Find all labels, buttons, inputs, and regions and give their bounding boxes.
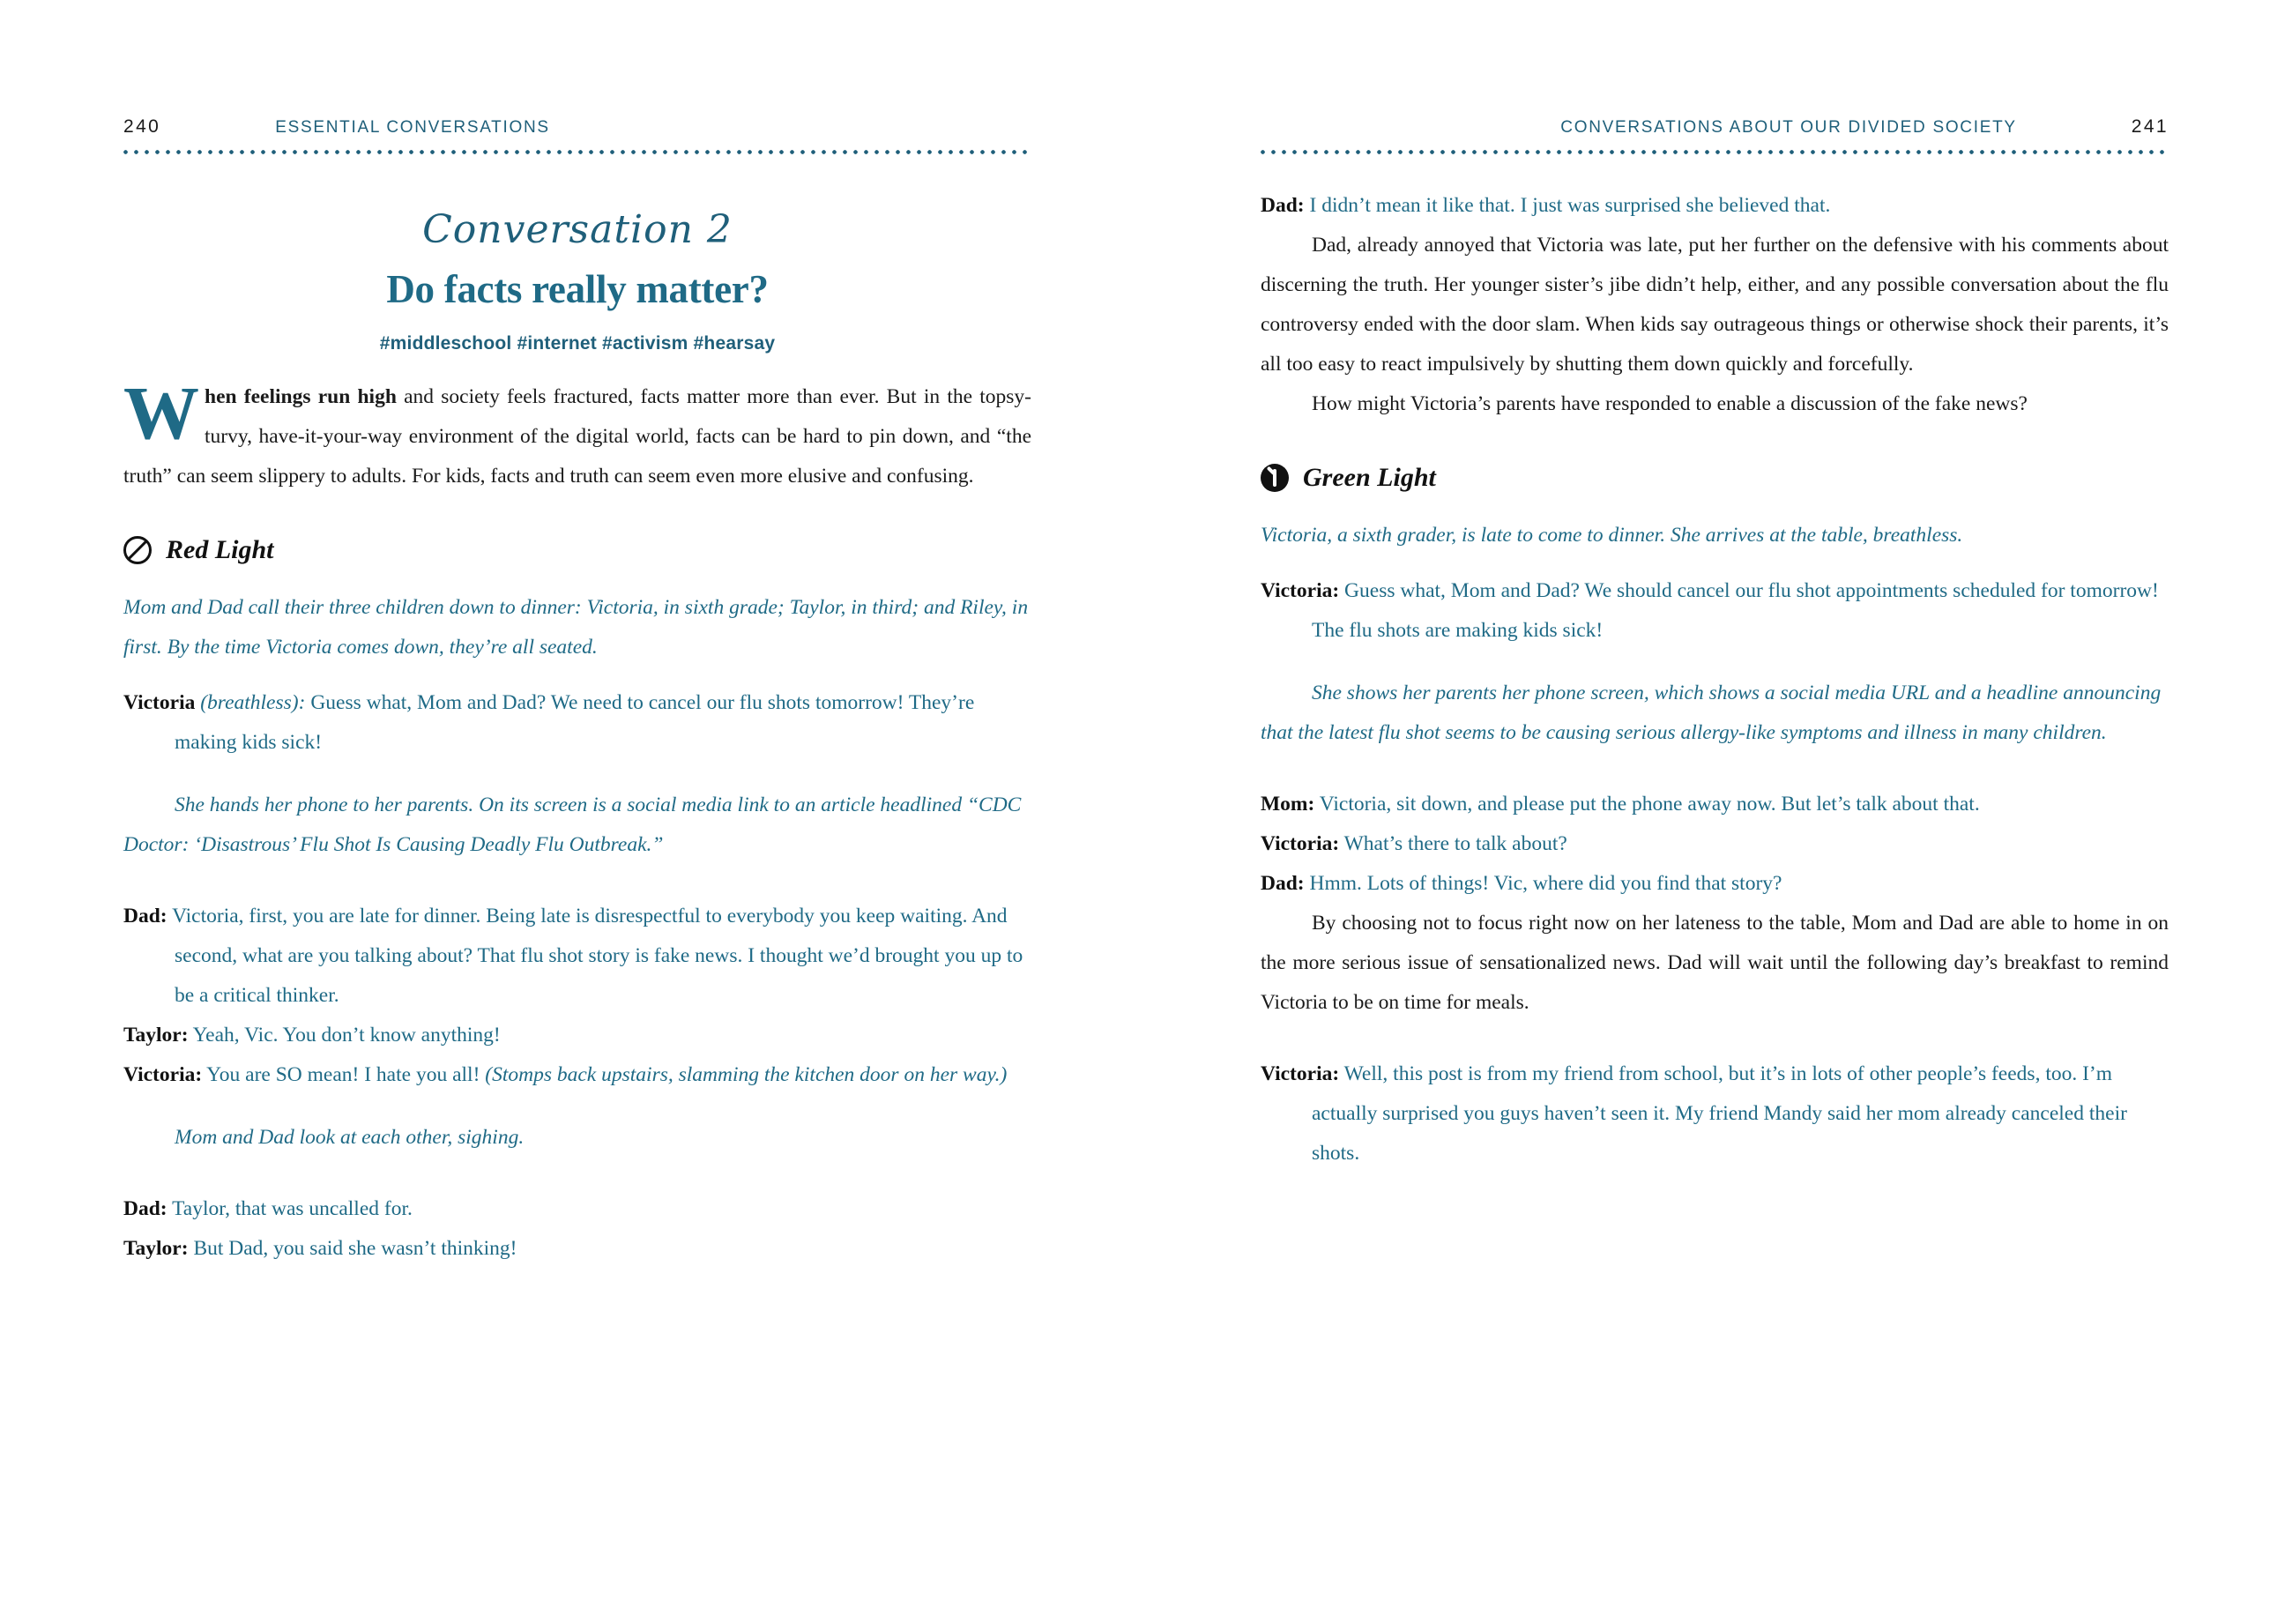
dialogue-line — [123, 1055, 1031, 1095]
speaker-name: Mom: — [1261, 793, 1315, 816]
conversation-title: Do facts really matter? — [386, 267, 769, 311]
commentary-paragraph: By choosing not to focus right now on her lateness to the table, Mom and Dad are able to home in on the more serious issue of sensationalized news. Dad will wait until the following day’s breakfast to remind Victoria to be on time for meals. — [1261, 912, 2169, 1014]
dialogue-line — [123, 683, 1031, 763]
intro-paragraph — [123, 370, 1031, 496]
dialogue-text: What’s there to talk about? — [1339, 832, 1567, 855]
speaker-name: Victoria: — [1261, 1062, 1340, 1085]
speaker-name: Victoria: — [1261, 579, 1340, 602]
dialogue-text: Guess what, Mom and Dad? We need to cancel our flu shots tomorrow! They’re making kids sick! — [175, 691, 975, 754]
dialogue-stage: (breathless): — [195, 691, 306, 714]
speaker-name: Victoria — [123, 691, 196, 714]
red-light-label: Red Light — [166, 535, 274, 564]
dialogue-line — [1261, 186, 2169, 226]
dialogue-line — [1261, 1054, 2169, 1173]
stage-direction: Mom and Dad look at each other, sighing. — [175, 1126, 525, 1149]
dialogue-line — [1261, 571, 2169, 651]
commentary-paragraph: How might Victoria’s parents have responded to enable a discussion of the fake news? — [1312, 392, 2028, 415]
right-running-head — [1261, 0, 2169, 138]
dialogue-line — [123, 1229, 1031, 1269]
green-light-label: Green Light — [1303, 463, 1436, 492]
drop-cap: W — [123, 370, 199, 455]
stage-direction: She shows her parents her phone screen, which shows a social media URL and a headline announcing that the latest flu shot seems to be causing serious allergy-like symptoms and illness in many children. — [1261, 682, 2162, 744]
conversation-number: Conversation 2 — [422, 207, 733, 252]
left-running-head — [123, 0, 1031, 138]
dialogue-text: Well, this post is from my friend from school, but it’s in lots of other people’s feeds, too. I’m actually surprised you guys haven’t seen it. My friend Mandy said her mom already canceled their shots. — [1312, 1062, 2127, 1165]
speaker-name: Victoria: — [1261, 832, 1340, 855]
dialogue-text: Yeah, Vic. You don’t know anything! — [188, 1024, 501, 1047]
dialogue-line — [1261, 864, 2169, 904]
speaker-name: Dad: — [1261, 872, 1305, 895]
dialogue-text: Victoria, sit down, and please put the phone away now. But let’s talk about that. — [1314, 793, 1980, 816]
intro-lead: hen feelings run high — [205, 385, 397, 408]
speaker-name: Dad: — [1261, 194, 1305, 217]
stage-direction: Victoria, a sixth grader, is late to come to dinner. She arrives at the table, breathless. — [1261, 524, 1963, 547]
stage-direction: She hands her phone to her parents. On its screen is a social media link to an article headlined “CDC Doctor: ‘Disastrous’ Flu Shot Is Causing Deadly Flu Outbreak.” — [123, 793, 1022, 856]
speaker-name: Taylor: — [123, 1237, 189, 1260]
prohibited-sign-icon — [123, 536, 152, 564]
dialogue-line — [123, 1189, 1031, 1229]
dialogue-text: Victoria, first, you are late for dinner. Being late is disrespectful to everybody you keep waiting. And second, what are you talking about? That flu shot story is fake news. I thought we’d brought you up to be a critical thinker. — [167, 905, 1023, 1007]
book-title: ESSENTIAL CONVERSATIONS — [275, 118, 550, 137]
page-number-left: 240 — [123, 116, 161, 137]
dialogue-text: I didn’t mean it like that. I just was surprised she believed that. — [1304, 194, 1831, 217]
intro-rest: and society feels fractured, facts matter more than ever. But in the topsy-turvy, have-it-your-way environment of the digital world, facts can be hard to pin down, and “the truth” can seem slippery to adults. For kids, facts and truth can seem even more elusive and confusing. — [123, 385, 1031, 488]
header-rule-left — [123, 150, 1031, 154]
dialogue-text: You are SO mean! I hate you all! — [202, 1063, 486, 1086]
dialogue-stage: (Stomps back upstairs, slamming the kitchen door on her way.) — [485, 1063, 1008, 1086]
dialogue-line — [123, 1016, 1031, 1055]
commentary-paragraph: Dad, already annoyed that Victoria was late, put her further on the defensive with his comments about discerning the truth. Her younger sister’s jibe didn’t help, either, and any possible conversation about the flu controversy ended with the door slam. When kids say outrageous things or otherwise shock their parents, it’s all too easy to react impulsively by shutting them down quickly and forcefully. — [1261, 234, 2169, 376]
chapter-title: CONVERSATIONS ABOUT OUR DIVIDED SOCIETY — [1560, 118, 2017, 137]
dialogue-text: Guess what, Mom and Dad? We should cancel our flu shot appointments scheduled for tomorrow! The flu shots are making kids sick! — [1312, 579, 2159, 642]
dialogue-text: Hmm. Lots of things! Vic, where did you find that story? — [1304, 872, 1782, 895]
dialogue-line — [1261, 824, 2169, 864]
dialogue-line — [123, 897, 1031, 1016]
page-number-right: 241 — [2131, 116, 2169, 137]
dialogue-text: Taylor, that was uncalled for. — [167, 1197, 413, 1220]
header-rule-right — [1261, 150, 2169, 154]
speaker-name: Dad: — [123, 905, 167, 927]
red-light-heading — [123, 535, 1031, 565]
dialogue-line — [1261, 785, 2169, 824]
dialogue-text: But Dad, you said she wasn’t thinking! — [188, 1237, 517, 1260]
speaker-name: Dad: — [123, 1197, 167, 1220]
exclamation-circle-icon — [1261, 464, 1289, 492]
stage-direction: Mom and Dad call their three children down to dinner: Victoria, in sixth grade; Taylor, in third; and Riley, in first. By the time Victoria comes down, they’re all seated. — [123, 596, 1029, 659]
speaker-name: Victoria: — [123, 1063, 203, 1086]
speaker-name: Taylor: — [123, 1024, 189, 1047]
right-page — [1146, 0, 2292, 1624]
hashtag-list: #middleschool #internet #activism #hearsay — [379, 333, 776, 354]
green-light-heading — [1261, 463, 2169, 493]
